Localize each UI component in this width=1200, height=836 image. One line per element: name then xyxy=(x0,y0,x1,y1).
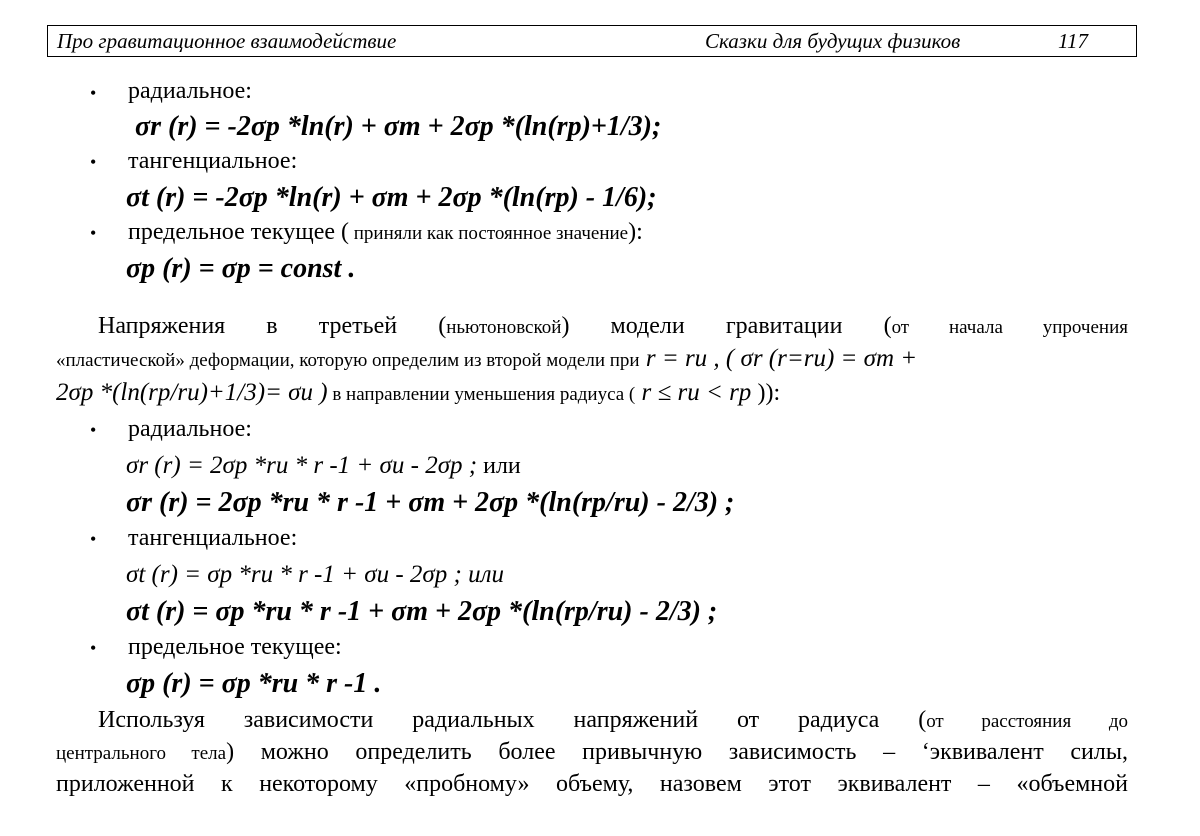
paragraph-text: )): xyxy=(757,380,781,406)
limit-label-end: ): xyxy=(628,219,643,245)
limit-note: приняли как постоянное значение xyxy=(349,223,629,244)
formula-tangential-stress-3: σt (r) = σp *ru * r -1 + σu - 2σp ; или xyxy=(126,561,504,588)
paragraph-line xyxy=(56,705,1128,737)
paragraph-text: Используя зависимости радиальных напряжений от радиуса ( xyxy=(98,707,927,733)
bullet: • xyxy=(90,638,97,658)
paragraph-text: центрального тела xyxy=(56,743,227,764)
bullet: • xyxy=(90,223,97,243)
list-item-tangential-label: тангенциальное: xyxy=(128,525,298,551)
limit-label-text: предельное текущее ( xyxy=(128,219,349,245)
formula-limit-stress: σp (r) = σp = const . xyxy=(126,253,356,284)
formula-limit-stress-3: σp (r) = σp *ru * r -1 . xyxy=(126,668,382,699)
header-chapter-title: Про гравитационное взаимодействие xyxy=(57,29,397,53)
formula-tangential-stress: σt (r) = -2σp *ln(r) + σm + 2σp *(ln(rp) - 1/6); xyxy=(126,182,657,213)
paragraph-text: Напряжения в третьей ( xyxy=(98,313,447,339)
bullet: • xyxy=(90,420,97,440)
formula-radial-stress: σr (r) = -2σp *ln(r) + σm + 2σp *(ln(rp)+1/3); xyxy=(135,111,662,142)
paragraph-line xyxy=(56,378,780,410)
header-book-title: Сказки для будущих физиков xyxy=(705,29,961,53)
inline-formula: r = ru , ( σr (r=ru) = σm + xyxy=(639,345,918,372)
bullet: • xyxy=(90,152,97,172)
formula-radial-stress-3 xyxy=(126,451,521,481)
bullet: • xyxy=(90,529,97,549)
paragraph-text: ) модели гравитации ( xyxy=(561,313,892,339)
paragraph-text: ньютоновской xyxy=(446,317,562,338)
page-header xyxy=(47,25,1137,57)
paragraph-text: в направлении уменьшения радиуса ( xyxy=(327,384,636,405)
paragraph-text: ) можно определить более привычную зависимость – ‘эквивалент силы, xyxy=(226,739,1128,765)
paragraph-text: от начала упрочения xyxy=(891,317,1128,338)
formula-connector: или xyxy=(477,453,521,479)
formula-tangential-stress-3b: σt (r) = σp *ru * r -1 + σm + 2σp *(ln(rp/ru) - 2/3) ; xyxy=(126,596,718,627)
list-item-radial-label: радиальное: xyxy=(128,416,252,442)
page-number: 117 xyxy=(1058,29,1088,53)
formula-text: σr (r) = 2σp *ru * r -1 + σu - 2σp ; xyxy=(126,452,478,479)
formula-radial-stress-3b: σr (r) = 2σp *ru * r -1 + σm + 2σp *(ln(rp/ru) - 2/3) ; xyxy=(126,487,735,518)
paragraph-line xyxy=(56,311,1128,343)
paragraph-line xyxy=(56,737,1128,769)
inline-formula: 2σp *(ln(rp/ru)+1/3)= σu ) xyxy=(56,379,328,406)
paragraph-line xyxy=(56,344,917,376)
list-item-tangential-label: тангенциальное: xyxy=(128,148,298,174)
list-item-radial-label: радиальное: xyxy=(128,78,252,104)
bullet: • xyxy=(90,83,97,103)
list-item-limit-label: предельное текущее: xyxy=(128,634,342,660)
paragraph-text: от расстояния до xyxy=(926,711,1128,732)
list-item-limit-label xyxy=(128,217,643,249)
inline-formula: r ≤ ru < rp xyxy=(635,379,758,406)
paragraph-line: приложенной к некоторому «пробному» объему, назовем этот эквивалент – «объемной xyxy=(56,771,1128,797)
paragraph-text: «пластической» деформации, которую определим из второй модели при xyxy=(56,350,640,371)
